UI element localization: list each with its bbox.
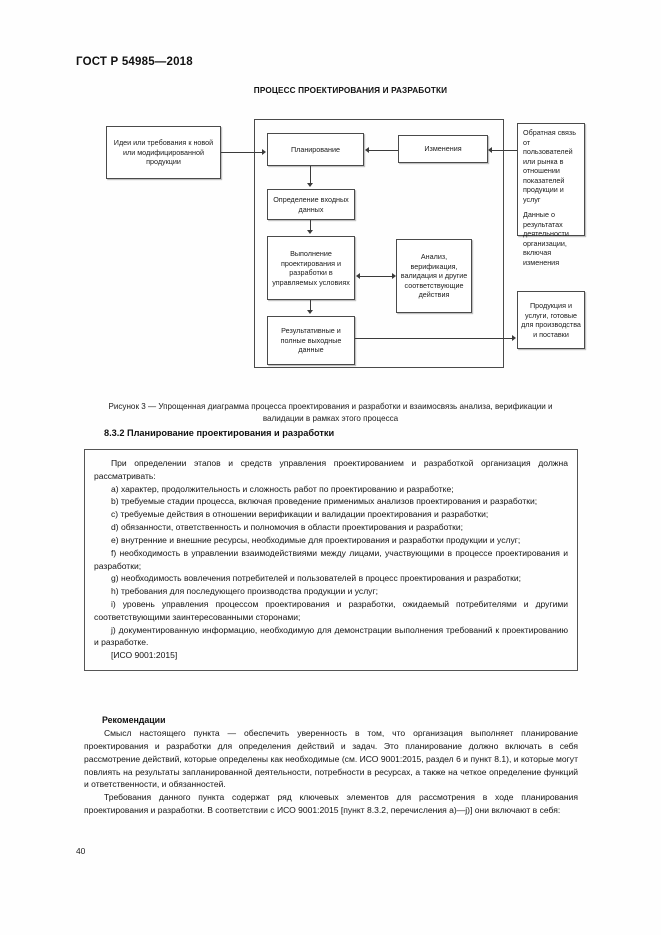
recommendations-paragraph: Смысл настоящего пункта — обеспечить уверенность в том, что организация выполняет планирование проектирования и разработки для определения действий и задач. Это планирование должно включать в себя рассмотрение действий, которые определены как необходимые (см. ИСО 9001:2015, раздел 6 и пункт 8.1), и которые могут повлиять на результаты запланированной деятельности, потребности в ресурсах, а также на четкое определение функций и ответственности, и обязанностей.	[84, 728, 578, 790]
standard-quote-box	[84, 449, 578, 671]
arrowhead-analysis-to-execution	[356, 273, 360, 279]
diagram-box-changes	[398, 135, 488, 163]
quote-source-reference: [ИСО 9001:2015]	[111, 650, 178, 661]
diagram-box-products	[517, 291, 585, 349]
process-diagram	[76, 109, 585, 387]
diagram-box-execution-label: Выполнение проектирования и разработки в управляемых условиях	[272, 249, 350, 287]
arrowhead-input-to-execution	[307, 230, 313, 234]
recommendations-title: Рекомендации	[102, 715, 166, 725]
quote-item: i) уровень управления процессом проектирования и разработки, ожидаемый потребителями и другими соответствующими заинтересованными сторонами;	[94, 598, 568, 622]
figure-3	[76, 86, 585, 424]
connector-changes-to-planning	[369, 150, 398, 151]
diagram-box-feedback-paragraph-1: Обратная связь от пользователей или рынка в отношении показателей продукции и услуг	[523, 128, 576, 204]
recommendations-section	[84, 714, 578, 817]
connector-feedback-to-changes	[492, 150, 517, 151]
arrowhead-outputs-to-products	[512, 335, 516, 341]
diagram-box-outputs	[267, 316, 355, 365]
arrowhead-planning-to-input	[307, 183, 313, 187]
quote-item: j) документированную информацию, необходимую для демонстрации выполнения требований к проектированию и разработке.	[94, 624, 568, 648]
arrowhead-execution-to-outputs	[307, 310, 313, 314]
quote-item: e) внутренние и внешние ресурсы, необходимые для проектирования и разработки продукции и услуг;	[111, 534, 521, 545]
diagram-box-products-label: Продукция и услуги, готовые для производства и поставки	[521, 301, 581, 339]
document-header-standard-id: ГОСТ Р 54985—2018	[76, 56, 193, 68]
quote-item: h) требования для последующего производства продукции и услуг;	[111, 586, 378, 597]
quote-item: b) требуемые стадии процесса, включая проведение применимых анализов проектирования и разработки;	[111, 496, 538, 507]
diagram-box-outputs-label: Результативные и полные выходные данные	[280, 326, 342, 355]
connector-execution-to-analysis	[360, 276, 392, 277]
figure-caption: Рисунок 3 — Упрощенная диаграмма процесса проектирования и разработки и взаимосвязь анализа, верификации и валидации в рамках этого процесса	[108, 402, 553, 423]
connector-outputs-to-products	[355, 338, 513, 339]
quote-item: g) необходимость вовлечения потребителей и пользователей в процесс проектирования и разработки;	[111, 573, 521, 584]
connector-planning-to-input	[310, 166, 311, 184]
arrowhead-feedback-to-changes	[488, 147, 492, 153]
quote-intro: При определении этапов и средств управления проектированием и разработкой организация должна рассматривать:	[94, 458, 568, 481]
quote-item: d) обязанности, ответственность и полномочия в области проектирования и разработки;	[111, 522, 464, 533]
diagram-box-input-definition-label: Определение входных данных	[273, 195, 349, 214]
diagram-box-ideas-label: Идеи или требования к новой или модифицированной продукции	[113, 138, 214, 167]
page-number: 40	[76, 846, 86, 856]
diagram-box-analysis	[396, 239, 472, 313]
section-heading-832: 8.3.2 Планирование проектирования и разработки	[104, 428, 335, 438]
diagram-box-planning-label: Планирование	[290, 144, 341, 154]
diagram-box-planning	[267, 133, 364, 166]
arrowhead-ideas-to-planning	[262, 149, 266, 155]
diagram-box-execution	[267, 236, 355, 300]
recommendations-paragraph: Требования данного пункта содержат ряд ключевых элементов для рассмотрения в ходе планирования проектирования и разработки. В соответствии с ИСО 9001:2015 [пункт 8.3.2, перечисления a)—j)] они включают в себя:	[84, 792, 578, 816]
quote-item: a) характер, продолжительность и сложность работ по проектированию и разработке;	[111, 483, 454, 494]
figure-title: ПРОЦЕСС ПРОЕКТИРОВАНИЯ И РАЗРАБОТКИ	[253, 86, 448, 95]
diagram-box-input-definition	[267, 189, 355, 220]
diagram-box-ideas	[106, 126, 221, 179]
arrowhead-execution-to-analysis	[392, 273, 396, 279]
connector-ideas-to-planning	[221, 152, 262, 153]
diagram-box-analysis-label: Анализ, верификация, валидация и другие соответствующие действия	[400, 252, 468, 300]
quote-item: f) необходимость в управлении взаимодействиями между лицами, участвующими в процессе проектирования и разработки;	[94, 547, 568, 571]
quote-item: c) требуемые действия в отношении верификации и валидации проектирования и разработки;	[111, 509, 489, 520]
diagram-box-feedback-paragraph-2: Данные о результатах деятельности организации, включая изменения	[523, 210, 569, 267]
diagram-box-feedback	[517, 123, 585, 267]
arrowhead-changes-to-planning	[365, 147, 369, 153]
diagram-box-changes-label: Изменения	[424, 144, 462, 154]
